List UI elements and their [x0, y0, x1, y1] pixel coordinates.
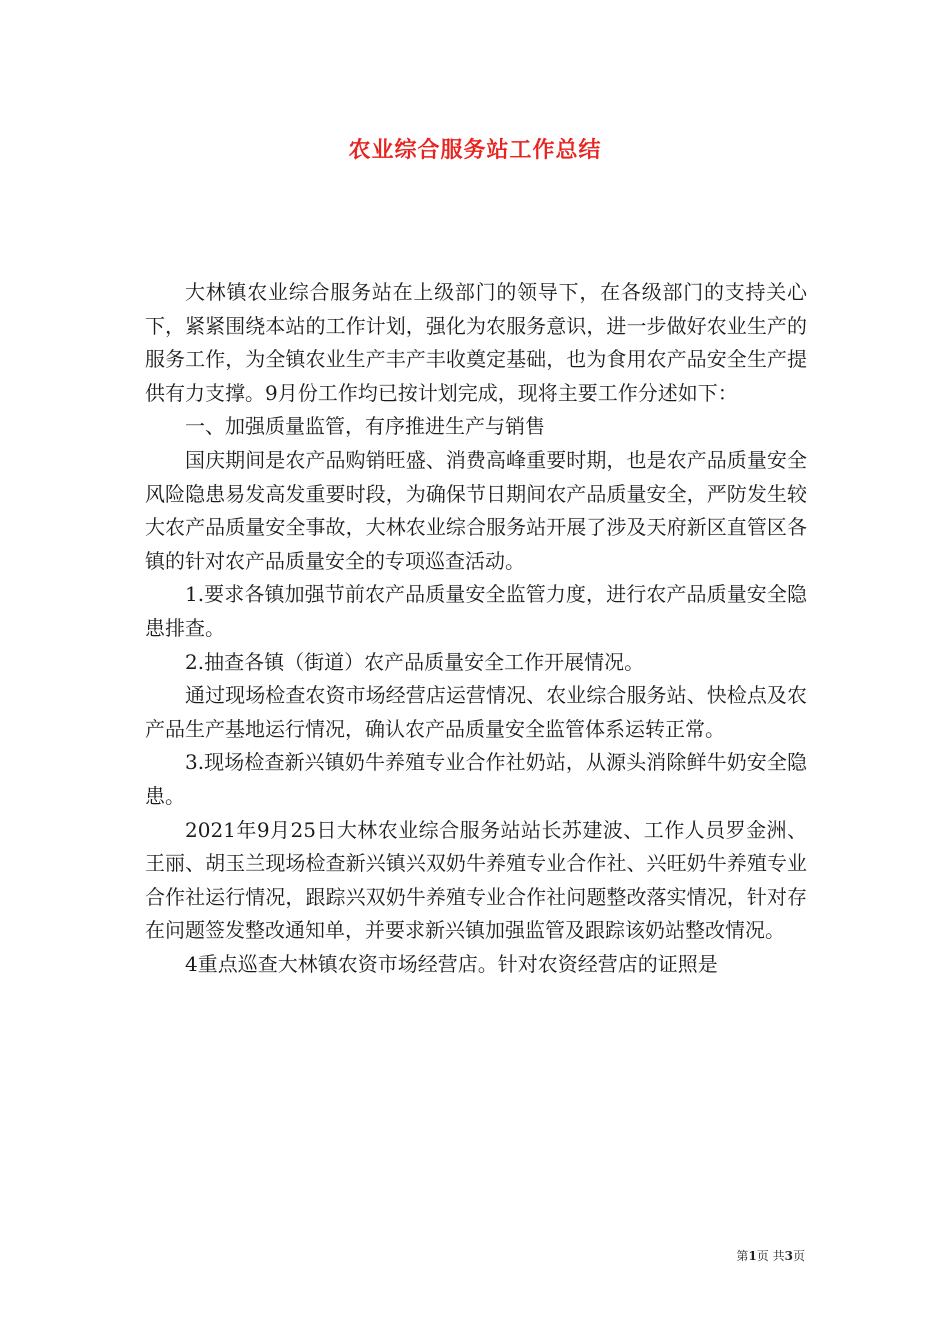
footer-middle: 页 共 [756, 1249, 785, 1263]
page-footer [736, 1247, 805, 1264]
list-item-1: 1.要求各镇加强节前农产品质量安全监管力度，进行农产品质量安全隐患排查。 [145, 582, 807, 640]
footer-suffix: 页 [792, 1249, 805, 1263]
footer-current-page: 1 [748, 1249, 757, 1263]
paragraph-intro: 大林镇农业综合服务站在上级部门的领导下，在各级部门的支持关心下，紧紧围绕本站的工作计划，强化为农服务意识，进一步做好农业生产的服务工作，为全镇农业生产丰产丰收奠定基础，也为食用农产品安全生产提供有力支撑。9月份工作均已按计划完成，现将主要工作分述如下： [145, 280, 807, 405]
document-body [145, 276, 807, 981]
paragraph-sept-25: 2021年9月25日大林农业综合服务站站长苏建波、工作人员罗金洲、王丽、胡玉兰现场检查新兴镇兴双奶牛养殖专业合作社、兴旺奶牛养殖专业合作社运行情况，跟踪兴双奶牛养殖专业合作社问题整改落实情况，针对存在问题签发整改通知单，并要求新兴镇加强监管及跟踪该奶站整改情况。 [145, 817, 807, 943]
footer-total-pages: 3 [784, 1249, 793, 1263]
list-item-2: 2.抽查各镇（街道）农产品质量安全工作开展情况。 [185, 649, 645, 674]
footer-prefix: 第 [736, 1249, 749, 1263]
paragraph-national-day: 国庆期间是农产品购销旺盛、消费高峰重要时期，也是农产品质量安全风险隐患易发高发重要时段，为确保节日期间农产品质量安全，严防发生较大农产品质量安全事故，大林农业综合服务站开展了涉及天府新区直管区各镇的针对农产品质量安全的专项巡查活动。 [145, 447, 807, 573]
list-item-4: 4重点巡查大林镇农资市场经营店。针对农资经营店的证照是 [185, 951, 718, 976]
document-title: 农业综合服务站工作总结 [348, 137, 602, 163]
section-heading-1: 一、加强质量监管，有序推进生产与销售 [185, 414, 545, 439]
paragraph-inspection: 通过现场检查农资市场经营店运营情况、农业综合服务站、快检点及农产品生产基地运行情况，确认农产品质量安全监管体系运转正常。 [145, 683, 807, 741]
list-item-3: 3.现场检查新兴镇奶牛养殖专业合作社奶站，从源头消除鲜牛奶安全隐患。 [145, 750, 807, 808]
